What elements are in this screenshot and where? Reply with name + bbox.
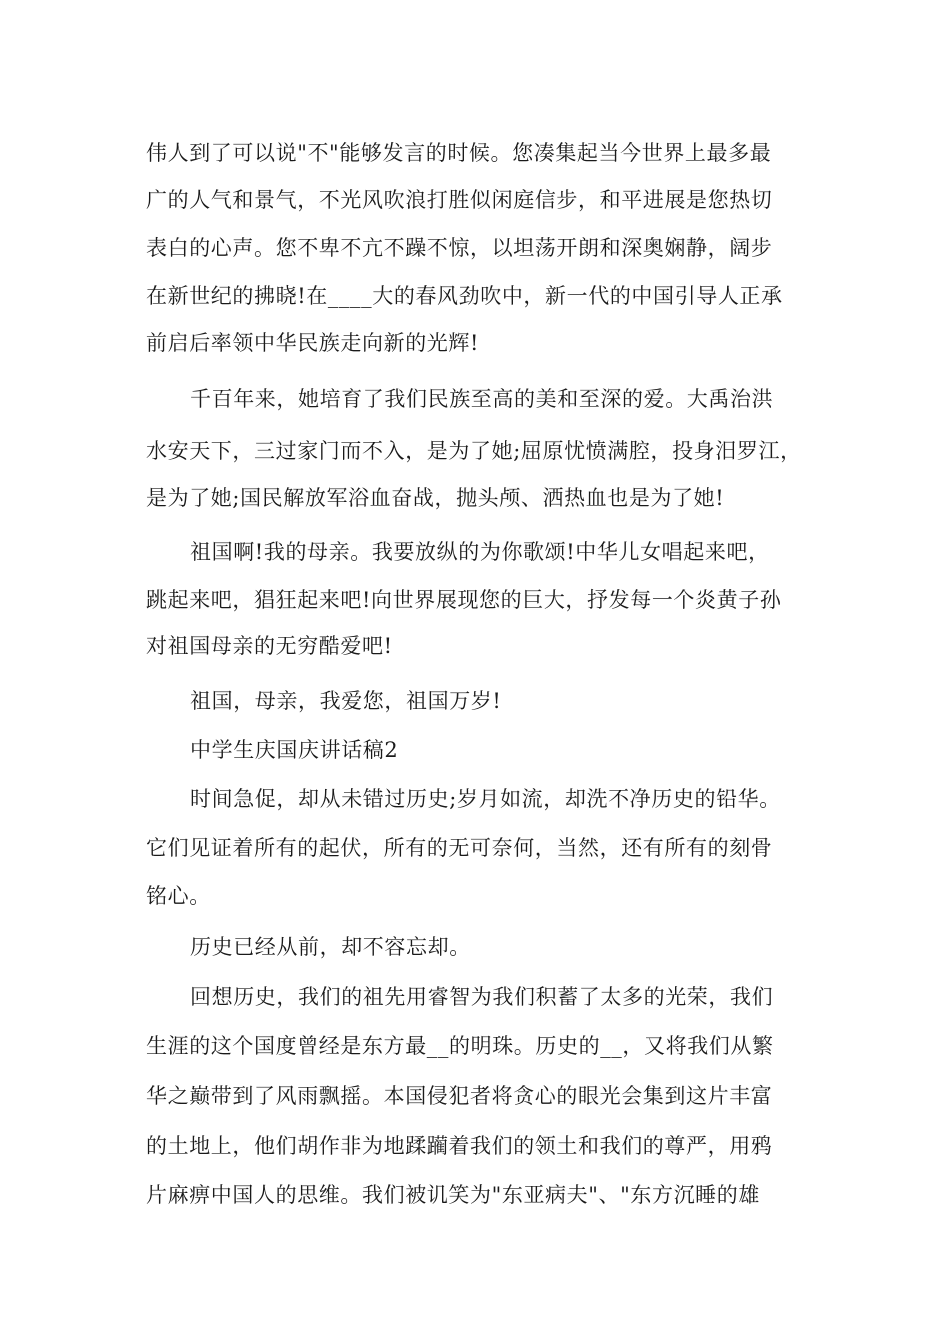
paragraph-first-line: 千百年来，她培育了我们民族至高的美和至深的爱。大禹治洪: [190, 387, 774, 411]
paragraph-first-line: 回想历史，我们的祖先用睿智为我们积蓄了太多的光荣，我们: [190, 985, 774, 1009]
text-line: 跳起来吧，猖狂起来吧!向世界展现您的巨大，抒发每一个炎黄子孙: [146, 588, 782, 612]
text-line: 伟人到了可以说"不"能够发言的时候。您凑集起当今世界上最多最: [146, 141, 772, 165]
text-line: 表白的心声。您不卑不亢不躁不惊，以坦荡开朗和深奥娴静，阔步: [146, 236, 773, 260]
text-line: 它们见证着所有的起伏，所有的无可奈何，当然，还有所有的刻骨: [146, 836, 773, 860]
text-line: 在新世纪的拂晓!在____大的春风劲吹中，新一代的中国引导人正承: [146, 284, 783, 308]
text-line: 广的人气和景气，不光风吹浪打胜似闲庭信步，和平进展是您热切: [146, 188, 773, 212]
text-line: 对祖国母亲的无穷酷爱吧!: [146, 634, 393, 658]
paragraph-first-line: 祖国，母亲，我爱您，祖国万岁!: [190, 689, 502, 713]
text-line: 是为了她;国民解放军浴血奋战，抛头颅、洒热血也是为了她!: [146, 486, 725, 510]
text-line: 华之巅带到了风雨飘摇。本国侵犯者将贪心的眼光会集到这片丰富: [146, 1084, 773, 1108]
text-line: 铭心。: [146, 884, 211, 908]
text-line: 前启后率领中华民族走向新的光辉!: [146, 331, 480, 355]
text-line: 的土地上，他们胡作非为地蹂躏着我们的领土和我们的尊严，用鸦: [146, 1134, 773, 1158]
paragraph-first-line: 时间急促，却从未错过历史;岁月如流，却洗不净历史的铅华。: [190, 787, 781, 811]
paragraph-first-line: 历史已经从前，却不容忘却。: [190, 935, 471, 959]
paragraph-first-line: 祖国啊!我的母亲。我要放纵的为你歌颂!中华儿女唱起来吧，: [190, 540, 770, 564]
text-line: 片麻痹中国人的思维。我们被讥笑为"东亚病夫"、"东方沉睡的雄: [146, 1183, 760, 1207]
text-line: 生涯的这个国度曾经是东方最__的明珠。历史的__，又将我们从繁: [146, 1034, 774, 1058]
text-line: 水安天下，三过家门而不入，是为了她;屈原忧愤满腔，投身汨罗江，: [146, 439, 802, 463]
section-title: 中学生庆国庆讲话稿2: [190, 738, 399, 762]
